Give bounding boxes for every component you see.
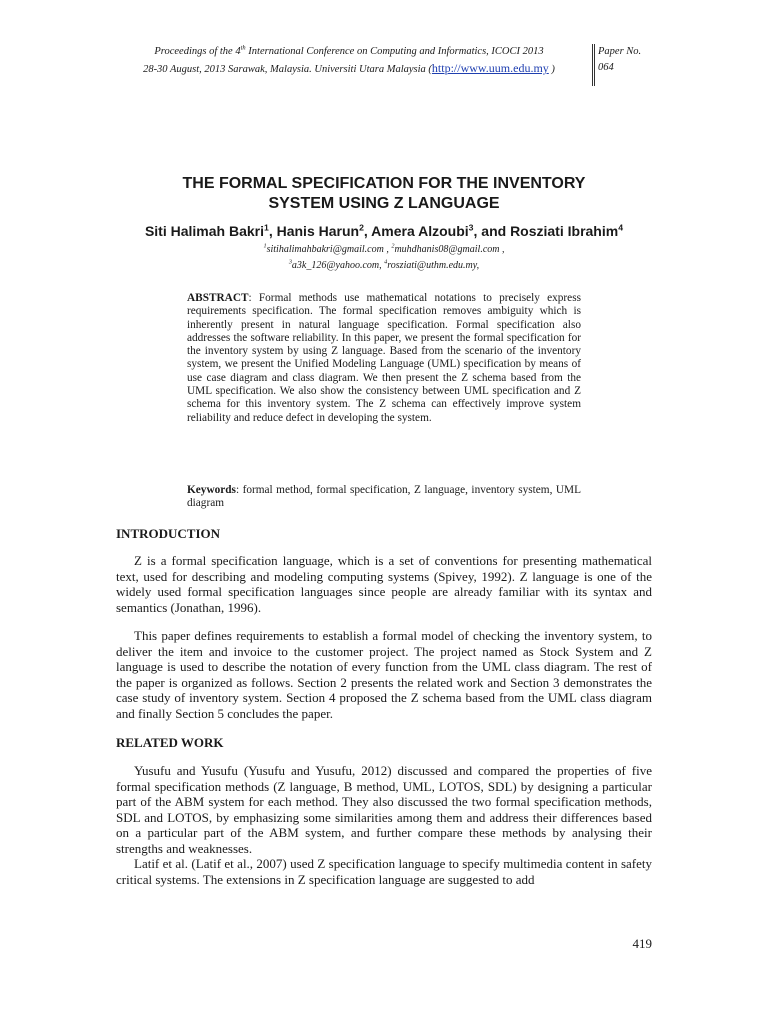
section-heading-introduction: INTRODUCTION — [116, 526, 221, 541]
header-divider — [592, 44, 595, 86]
author-list — [80, 222, 688, 240]
email-line-1 — [80, 242, 688, 258]
email-separator: , — [499, 244, 505, 255]
email-sup: 1 — [263, 242, 267, 250]
paper-number — [598, 44, 658, 76]
email-sup: 2 — [391, 242, 395, 250]
keywords-label: Keywords — [187, 484, 236, 496]
conference-info — [110, 44, 588, 78]
title-line-1: THE FORMAL SPECIFICATION FOR THE INVENTORY — [182, 175, 586, 192]
paper-number-value: 064 — [598, 62, 614, 73]
abstract-label: ABSTRACT — [187, 292, 249, 304]
author-affil-sup: 3 — [468, 222, 474, 233]
author-separator: , — [363, 223, 372, 239]
proceedings-header — [110, 44, 655, 80]
related-work-paragraph-1: Yusufu and Yusufu (Yusufu and Yusufu, 2012) discussed and compared the properties of five formal specification methods (Z language, B method, UML, LOTOS, SDL) by designing a particular part of the ABM system for each method. They also discussed the two formal specification methods, SDL and LOTOS, by emphasizing some similarities among them and address their differences based on a particular part of the ABM system, and further compare these methods by analysing their strengths and weaknesses. — [116, 763, 652, 856]
email-separator: , — [379, 260, 385, 271]
author-name: Siti Halimah Bakri — [144, 223, 264, 239]
author-name: Rosziati Ibrahim — [510, 223, 619, 239]
abstract — [187, 292, 581, 425]
title-line-2: SYSTEM USING Z LANGUAGE — [268, 195, 500, 212]
venue-text: 28-30 August, 2013 Sarawak, Malaysia. Universiti Utara Malaysia ( — [143, 64, 432, 75]
email-address: a3k_126@yahoo.com — [291, 260, 380, 271]
conference-name: International Conference on Computing and Informatics, ICOCI 2013 — [245, 46, 544, 57]
intro-paragraph-1: Z is a formal specification language, which is a set of conventions for presenting mathematical text, used for describing and modeling computing systems (Spivey, 1992). Z language is one of the widely used formal specification languages since people are already familiar with its syntax and semantics (Jonathan, 1996). — [116, 553, 652, 615]
email-sup: 4 — [384, 258, 388, 266]
author-separator: , — [268, 223, 277, 239]
paper-title — [80, 174, 688, 214]
email-sup: 3 — [288, 258, 292, 266]
email-address: rosziati@uthm.edu.my — [387, 260, 477, 271]
ordinal-sup: th — [240, 44, 246, 52]
email-line-2 — [80, 258, 688, 274]
section-heading-related-work: RELATED WORK — [116, 735, 224, 750]
author-separator: , and — [473, 223, 511, 239]
author-emails — [80, 242, 688, 274]
author-affil-sup: 2 — [359, 222, 364, 233]
author-name: Hanis Harun — [276, 223, 360, 239]
email-separator: , — [383, 244, 392, 255]
email-address: sitihalimahbakri@gmail.com — [266, 244, 384, 255]
venue-suffix: ) — [548, 64, 555, 75]
conference-prefix: Proceedings of the 4 — [154, 46, 241, 57]
conference-url-link[interactable]: http://www.uum.edu.my — [431, 61, 549, 75]
author-name: Amera Alzoubi — [371, 223, 469, 239]
keywords — [187, 484, 581, 511]
venue-line — [110, 60, 588, 78]
email-address: muhdhanis08@gmail.com — [394, 244, 500, 255]
related-work-paragraph-2: Latif et al. (Latif et al., 2007) used Z specification language to specify multimedia content in safety critical systems. The extensions in Z specification language are suggested to add — [116, 856, 652, 887]
keywords-text: : formal method, formal specification, Z language, inventory system, UML diagram — [187, 484, 581, 510]
conference-line — [110, 44, 588, 60]
author-affil-sup: 1 — [264, 222, 269, 233]
email-separator: , — [476, 260, 480, 271]
author-affil-sup: 4 — [618, 222, 624, 233]
page-number: 419 — [632, 936, 652, 951]
abstract-text: : Formal methods use mathematical notations to precisely express requirements specification. The formal specification removes ambiguity which is inherently present in natural language specification. Formal specification also addresses the software reliability. In this paper, we present the formal specification for the inventory system by using Z language. Based from the scenario of the inventory system, we present the Unified Modeling Language (UML) specification by means of use case diagram and class diagram. We then present the Z schema based from the UML specification. We also show the consistency between UML specification and Z schema for this inventory system. The Z schema can effectively improve system reliability and reduce defect in developing the system. — [187, 292, 581, 424]
intro-paragraph-2: This paper defines requirements to establish a formal model of checking the inventory system, to deliver the item and invoice to the customer project. The project named as Stock System and Z language is used to describe the notation of every function from the UML class diagram. The rest of the paper is organized as follows. Section 2 presents the related work and Section 3 demonstrates the case study of inventory system. Section 4 proposed the Z schema based from the UML class diagram and finally Section 5 concludes the paper. — [116, 628, 652, 721]
paper-number-label: Paper No. — [598, 46, 642, 57]
